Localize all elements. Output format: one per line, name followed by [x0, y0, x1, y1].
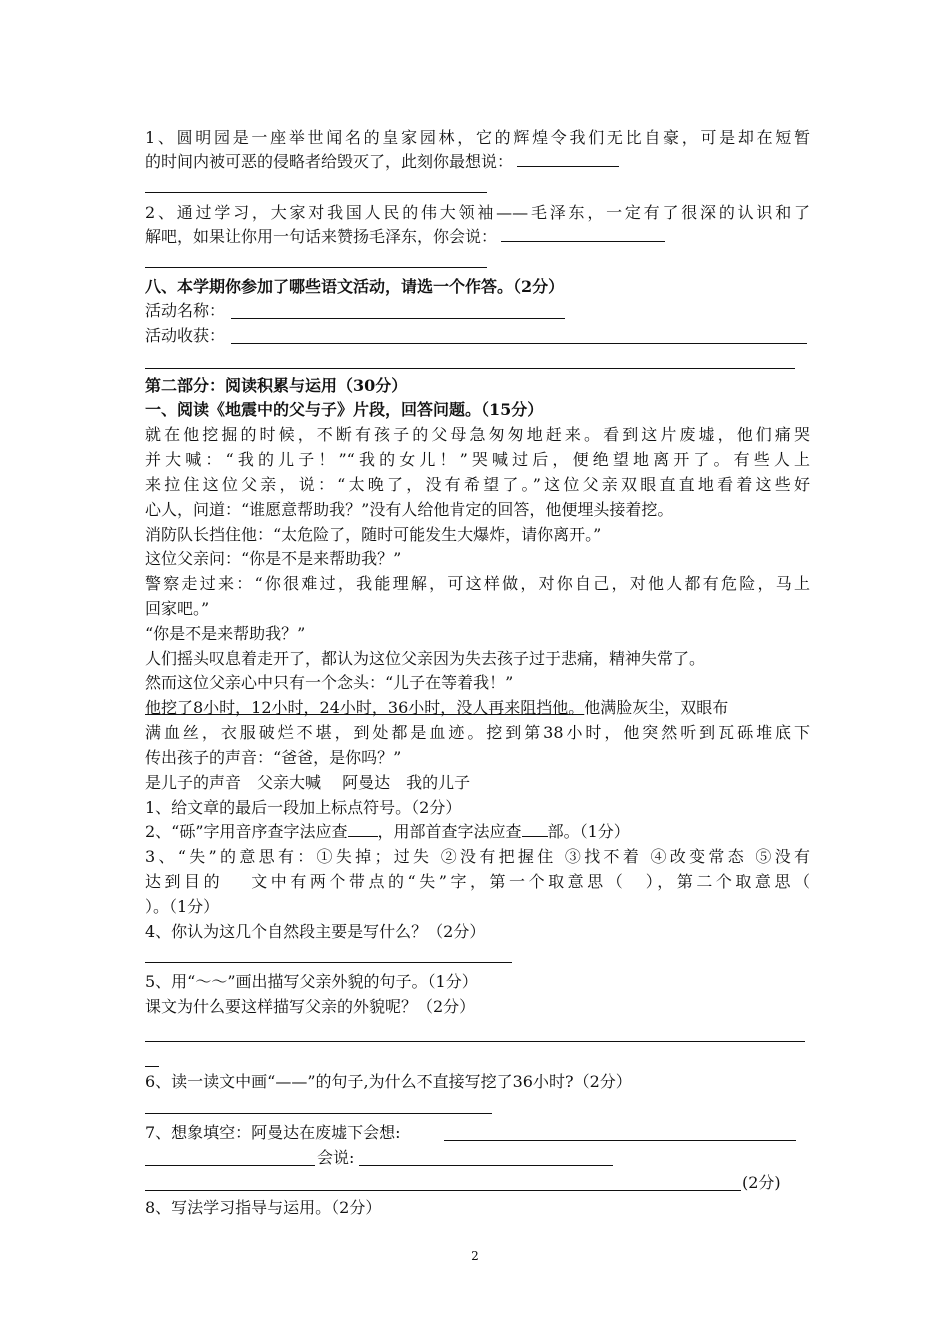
page-number: 2: [471, 1249, 479, 1263]
question-1: 1、给文章的最后一段加上标点符号。（2分）: [145, 798, 462, 817]
question-7: 7、想象填空：阿曼达在废墟下会想:: [145, 1123, 401, 1142]
passage-line-underlined: 他挖了8小时，12小时，24小时，36小时，没人再来阻挡他。他满脸灰尘，双眼布: [145, 698, 729, 717]
answer-line[interactable]: [145, 1066, 159, 1067]
question-3-line3: ）。（1分）: [145, 897, 220, 916]
question-4: 4、你认为这几个自然段主要是写什么？（2分）: [145, 922, 486, 941]
say-answer-line[interactable]: [359, 1165, 613, 1166]
answer-blank[interactable]: [501, 225, 665, 242]
passage-line: 消防队长挡住他：“太危险了，随时可能发生大爆炸，请你离开。”: [145, 525, 602, 544]
activity-name-line[interactable]: [231, 318, 565, 319]
passage-line-unpunctuated: 是儿子的声音 父亲大喊 阿曼达 我的儿子: [145, 773, 471, 792]
answer-line[interactable]: [145, 962, 512, 963]
answer-blank[interactable]: [517, 150, 619, 167]
passage-line: 来拉住这位父亲，说：“太晚了，没有希望了。”这位父亲双眼直直地看着这些好: [145, 475, 810, 494]
passage-line: 心人，问道：“谁愿意帮助我？”没有人给他肯定的回答，他便埋头接着挖。: [145, 500, 674, 519]
question-7-score: (2分): [742, 1173, 781, 1192]
question-5-follow: 课文为什么要这样描写父亲的外貌呢？（2分）: [145, 997, 476, 1016]
question-maozedong-line1: 2、通过学习，大家对我国人民的伟大领袖——毛泽东，一定有了很深的认识和了: [145, 203, 810, 222]
part2-heading: 第二部分：阅读积累与运用（30分）: [145, 376, 408, 395]
underlined-sentence: 他挖了8小时，12小时，24小时，36小时，没人再来阻挡他。: [145, 698, 585, 717]
activity-gain-line-2[interactable]: [145, 368, 795, 369]
answer-line[interactable]: [145, 1113, 492, 1114]
question-yuanmingyuan-line2: 的时间内被可恶的侵略者给毁灭了，此刻你最想说：: [145, 150, 810, 174]
question-2: 2、“砾”字用音序查字法应查 ，用部首查字法应查 部。（1分）: [145, 822, 630, 841]
activity-gain-row: 活动收获：: [145, 326, 226, 345]
passage-line: 就在他挖掘的时候，不断有孩子的父母急匆匆地赶来。看到这片废墟，他们痛哭: [145, 425, 810, 444]
passage-line: 这位父亲问：“你是不是来帮助我？”: [145, 549, 402, 568]
passage-line: 人们摇头叹息着走开了，都认为这位父亲因为失去孩子过于悲痛，精神失常了。: [145, 649, 706, 668]
think-answer-line-2[interactable]: [145, 1165, 315, 1166]
question-yuanmingyuan-line1: 1、圆明园是一座举世闻名的皇家园林，它的辉煌令我们无比自豪，可是却在短暂: [145, 128, 810, 147]
passage-line: 满血丝，衣服破烂不堪，到处都是血迹。挖到第38小时，他突然听到瓦砾堆底下: [145, 723, 810, 742]
passage-line: “你是不是来帮助我？”: [145, 624, 306, 643]
question-3-line1: 3、“失”的意思有：①失掉；过失 ②没有把握住 ③找不着 ④改变常态 ⑤没有: [145, 847, 810, 866]
activity-gain-line[interactable]: [231, 343, 807, 344]
passage-line: 然而这位父亲心中只有一个念头：“儿子在等着我！”: [145, 673, 514, 692]
say-label: 会说:: [317, 1148, 355, 1167]
think-answer-line[interactable]: [444, 1140, 796, 1141]
question-5: 5、用“～～”画出描写父亲外貌的句子。（1分）: [145, 972, 478, 991]
passage-line: 回家吧。”: [145, 599, 210, 618]
reading-heading: 一、阅读《地震中的父与子》片段，回答问题。（15分）: [145, 400, 544, 419]
say-answer-line-2[interactable]: [145, 1190, 741, 1191]
passage-line: 传出孩子的声音：“爸爸，是你吗？”: [145, 748, 402, 767]
passage-line: 并大喊：“我的儿子！”“我的女儿！”哭喊过后，便绝望地离开了。有些人上: [145, 450, 810, 469]
question-3-line2: 达到目的 文中有两个带点的“失”字，第一个取意思（ ），第二个取意思（: [145, 872, 810, 891]
answer-blank[interactable]: [348, 820, 378, 837]
question-6: 6、读一读文中画“——”的句子,为什么不直接写挖了36小时?（2分）: [145, 1072, 632, 1091]
question-8: 8、写法学习指导与运用。（2分）: [145, 1198, 382, 1217]
answer-blank[interactable]: [522, 820, 548, 837]
passage-line: 警察走过来：“你很难过，我能理解，可这样做，对你自己，对他人都有危险，马上: [145, 574, 810, 593]
question-maozedong-line2: 解吧，如果让你用一句话来赞扬毛泽东，你会说：: [145, 225, 810, 249]
answer-line[interactable]: [145, 192, 487, 193]
section8-heading: 八、本学期你参加了哪些语文活动，请选一个作答。（2分）: [145, 277, 565, 296]
answer-line[interactable]: [145, 1041, 805, 1042]
activity-name-row: 活动名称：: [145, 301, 226, 320]
answer-line[interactable]: [145, 267, 487, 268]
